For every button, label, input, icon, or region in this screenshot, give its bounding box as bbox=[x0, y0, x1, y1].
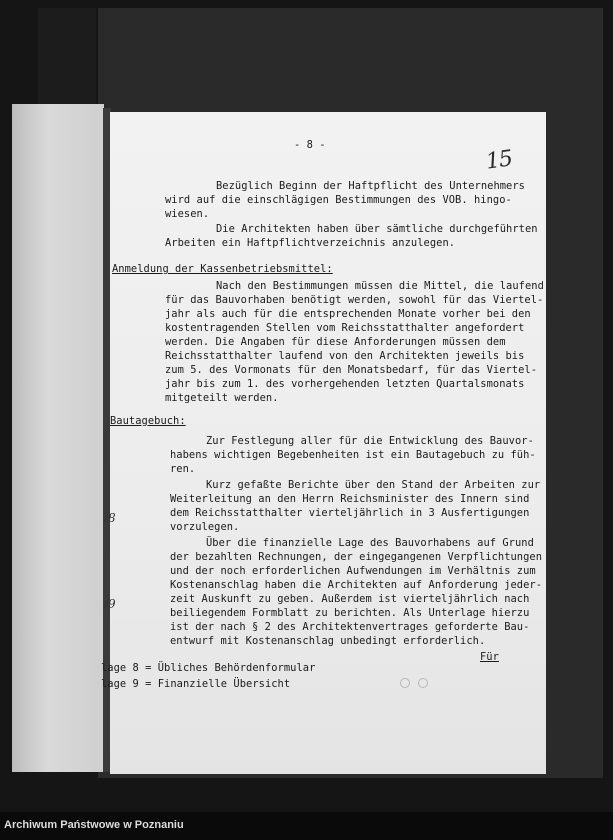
continuation-word: Für bbox=[480, 651, 499, 663]
text-line: Die Architekten haben über sämtliche durchgeführten bbox=[216, 223, 538, 235]
text-line: Kurz gefaßte Berichte über den Stand der Arbeiten zur bbox=[206, 479, 541, 491]
paper-spot bbox=[400, 678, 410, 688]
paper-spot bbox=[418, 678, 428, 688]
text-line: Arbeiten ein Haftpflichtverzeichnis anzulegen. bbox=[165, 237, 456, 249]
text-line: zum 5. des Vormonats für den Monatsbedarf, für das Viertel- bbox=[165, 364, 538, 376]
text-line: mitgeteilt werden. bbox=[165, 392, 279, 404]
text-line: wiesen. bbox=[165, 208, 210, 220]
dark-strip bbox=[38, 8, 96, 108]
section-heading-kassenbetriebsmittel: Anmeldung der Kassenbetriebsmittel: bbox=[112, 263, 333, 275]
text-line: entwurf mit Kostenanschlag unbedingt erforderlich. bbox=[170, 635, 486, 647]
text-line: vorzulegen. bbox=[170, 521, 240, 533]
text-line: werden. Die Angaben für diese Anforderungen müssen dem bbox=[165, 336, 506, 348]
text-line: Kostenanschlag haben die Architekten auf Anforderung jeder- bbox=[170, 579, 543, 591]
margin-annotation: /8 bbox=[104, 511, 116, 525]
text-line: Bezüglich Beginn der Haftpflicht des Unternehmers bbox=[216, 180, 525, 192]
text-line: habens wichtigen Begebenheiten ist ein Bautagebuch zu füh- bbox=[170, 449, 536, 461]
text-line: und der noch erforderlichen Aufwendungen im Verhältnis zum bbox=[170, 565, 536, 577]
text-line: für das Bauvorhaben benötigt werden, sowohl für das Viertel- bbox=[165, 294, 544, 306]
text-line: Reichsstatthalter laufend von den Architekten jeweils bis bbox=[165, 350, 525, 362]
text-line: kostentragenden Stellen vom Reichsstatthalter angefordert bbox=[165, 322, 525, 334]
archive-footer bbox=[0, 812, 613, 840]
text-line: Zur Festlegung aller für die Entwicklung des Bauvor- bbox=[206, 435, 534, 447]
text-line: jahr als auch für die entsprechenden Monate vorher bei den bbox=[165, 308, 531, 320]
text-line: dem Reichsstatthalter vierteljährlich in 3 Ausfertigungen bbox=[170, 507, 530, 519]
text-line: beiliegendem Formblatt zu berichten. Als Unterlage hierzu bbox=[170, 607, 530, 619]
text-line: der bezahlten Rechnungen, der eingegangenen Verpflichtungen bbox=[170, 551, 543, 563]
text-line: Weiterleitung an den Herrn Reichsminister des Innern sind bbox=[170, 493, 530, 505]
text-line: Nach den Bestimmungen müssen die Mittel, die laufend bbox=[216, 280, 544, 292]
text-line: jahr bis zum 1. des vorhergehenden letzten Quartalsmonats bbox=[165, 378, 525, 390]
page-number: - 8 - bbox=[294, 139, 326, 151]
archive-label: Archiwum Państwowe w Poznaniu bbox=[4, 819, 184, 831]
attachment-line: lage 8 = Übliches Behördenformular bbox=[101, 662, 316, 674]
text-line: ren. bbox=[170, 463, 196, 475]
left-page bbox=[12, 104, 104, 772]
attachment-line: lage 9 = Finanzielle Übersicht bbox=[101, 678, 291, 690]
text-line: ist der nach § 2 des Architektenvertrages geforderte Bau- bbox=[170, 621, 530, 633]
text-line: wird auf die einschlägigen Bestimmungen des VOB. hingo- bbox=[165, 194, 512, 206]
margin-annotation: /9 bbox=[104, 597, 116, 611]
text-line: Über die finanzielle Lage des Bauvorhabens auf Grund bbox=[206, 537, 534, 549]
section-heading-bautagebuch: Bautagebuch: bbox=[110, 415, 186, 427]
handwritten-page-number: 15 bbox=[484, 146, 514, 175]
text-line: zeit Auskunft zu geben. Außerdem ist vierteljährlich nach bbox=[170, 593, 530, 605]
